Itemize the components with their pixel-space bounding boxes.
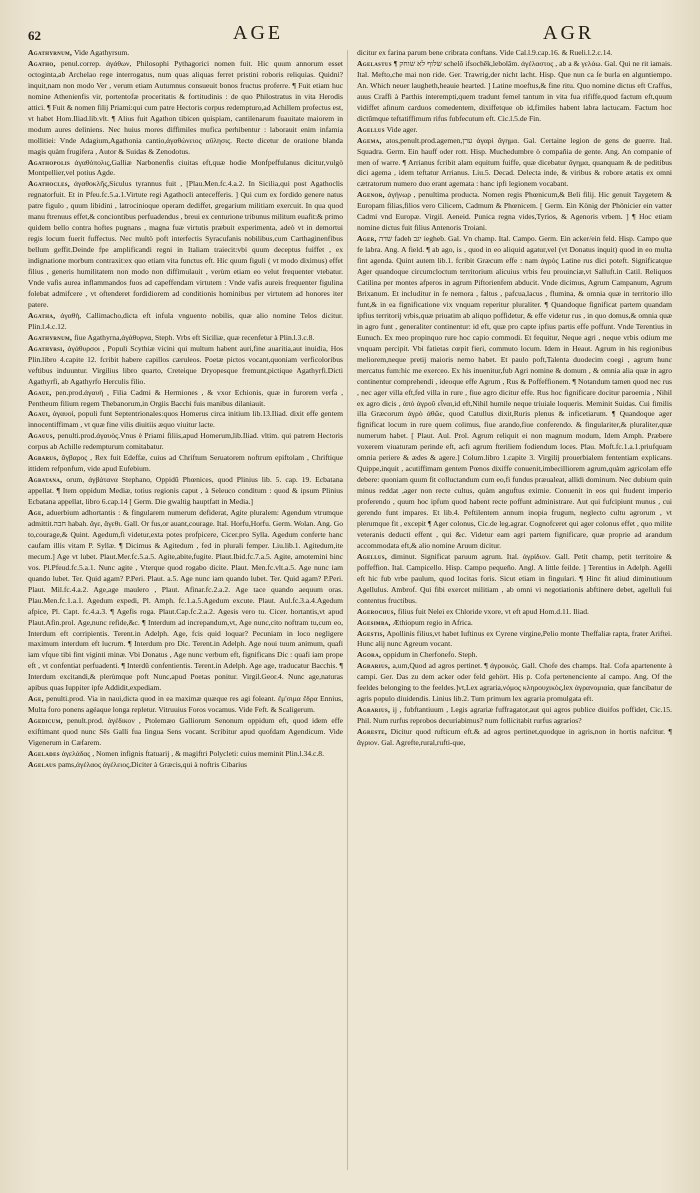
dictionary-entry <box>28 716 343 749</box>
dictionary-entry <box>28 311 343 333</box>
right-column <box>357 48 672 1178</box>
entry-headword: Agellus, <box>357 551 388 561</box>
dictionary-entry <box>28 453 343 475</box>
entry-text: Vide ager. <box>386 124 418 134</box>
entry-text: ἀγαθὴ, Callimacho,dicta eft infula vnguento nobilis, quæ alio nomine Telos dicitur. Plin.l.4.c.12. <box>28 310 343 331</box>
dictionary-entry <box>357 705 672 727</box>
dictionary-entry <box>357 727 672 749</box>
dictionary-entry <box>357 125 672 136</box>
entry-text: Apollinis filius,vt habet Iuftinus ex Cyrene virgine,Pelio monte Theffaliæ rapta, frater Ariftei. Hunc alij nunc Agreum vocant. <box>357 628 672 649</box>
entry-headword: Agema, <box>357 135 382 145</box>
entry-headword: Agora, <box>357 650 382 660</box>
entry-headword: Age, <box>28 508 44 518</box>
entry-headword: Agrarius, <box>357 705 391 715</box>
entry-text: aduerbium adhortantis : & fingularem numerum defiderat, Agite pluralem: Agendum vtrumque admittit.חבה habah. ἄγε, ἄγεθι. Gall. Or fus,or auant,courage. Ital. Horfu,Horfu. Germ. Wolan. Ang. Go to,courage,& Quint. Agedum,fi videtur,exta potes profpicere, Cicer.pro Sylla. Agedum conferte hanc caufam illis vitam P. Syllæ. ¶ Dicimus & Agitedum , fed in plurali femper. Liu.lib.1. Agitedum,ite mecum.] Age vt lubet. Plaut.Mer.fc.5.a.5. Agite,abite,fugite. Plaut.Ibid.fc.7.a.5. Agite, amotemini hinc vos. Pl.Pfeud.fc.5.a.1. Nunc agite , Vterque quod rogabo dicite. Plaut. Men.fc.vlt.a.5. Age nunc iam quando lubet. Ter. Quid agam? P.Peri. Plaut. a.5. Age nunc iam quando lubet. Ter. Quid agam? P.Peri. Plaut. Mil.fc.4.a.2. Age,age maulero , Plaut. Afinar.fc.2.a.2. Age tace quando aequum oras. Plau.Men.fc.1.a.1. Agedum expedi, Pl. Amph. fc.1.a.5.Agedum excute. Plaut. Aul.fc.3.a.4.Agedum afpice, Pl. Capt. fc.4.a.3. ¶ Agefis roga. Plaut.Cap.fc.2.a.2. Agesis vero tu. Cicer. hortantis,vt apud Plaut.Afin.prol. Age,nunc refide,&c. ¶ Interdum ad increpandum,vt, Age nunc,cito noftram tu,cum eo, Interdum eft corripientis. Terent.in Adelph. Age, fcis quid loquar? Pecuniam in loco negligere maximum interdum eft lucrum. ¶ Interdum pro Dic. Terent.in Adelph. Age noui tuum animum, quafi iam vfque tibi fint viginti minæ. Vbi Donatus , Age nunc verbum eft, fignificans Dic : quafi iam prope eft , vt confentiat perfuadenti. ¶ Interdū confentientis. Terent.in Adelph. Age age, traducatur Bacchis. ¶ Interdum excitandi,& plerùmque poft Nunc,apud Poetas ponitur. Virgil.Geor.4. Nunc age,naturas apibus quas Iuppiter ipfe Addidit,expediam. <box>28 508 343 693</box>
dictionary-entry <box>28 388 343 410</box>
entry-text: dicitur ex farina parum bene cribrata conftans. Vide Cal.l.9.cap.16. & Rueli.l.2.c.14. <box>357 48 613 57</box>
dictionary-entry <box>28 48 343 59</box>
entry-headword: Agedicum, <box>28 716 63 726</box>
dictionary-entry <box>357 629 672 651</box>
entry-text: ἀγαυοὶ, populi funt Septentrionales:quos Homerus circa initium lib.13.Iliad. dixit effe gentem innocentiffimam , vt quæ fine vilis diuitiis æquo viuitur lacte. <box>28 409 343 430</box>
entry-headword: Agathocles, <box>28 179 70 189</box>
dictionary-entry <box>357 607 672 618</box>
entry-headword: Agaui, <box>28 409 51 419</box>
dictionary-entry <box>357 552 672 607</box>
dictionary-entry <box>28 475 343 508</box>
entry-headword: Agatho, <box>28 58 56 68</box>
entry-headword: Agestis, <box>357 628 385 638</box>
entry-text: penult.prod. ἀγέδικον , Ptolemæo Galliorum Senonum oppidum eft, quod idem effe exiftimant quod nunc Sēs Galli fua lingua Sens vocant. Scribitur apud quofdam Agendicum. Vide Vigenerum in Cæfarem. <box>28 716 343 748</box>
dictionary-entry <box>28 344 343 388</box>
entry-headword: Agbarus, <box>28 453 59 463</box>
entry-text: ἀγαθοκλῆς,Siculus tyrannus fuit , [Plau.Men.fc.4.a.2. In Sicilia,qui post Agathoclis regnatorfuit. Et in Pfeu.fc.5.a.1.Virtute regi Agathocli antecefferis. ] Qui cum ex fordido genere natus patre figulo , quum libidini , latrocinioque operam dediffet, gregarium militiam exercuit. In qua quod manu ftrenuus effet,& conciontibus perfuadendus , breui ex centurione tribunus militum euafit:& primo quidem bello contra hoftes pugnans , magna fuæ virtutis præbuit experimenta, adeò vt in demortui regis locum fuerit fuffectus. Nec multò poft interfectis Syracufanis nobilibus,cum Carthaginenfibus bellum geffit.Deinde fpe amplificandi regni in Italiam traiecit:vbi quum deceptus fuiffet , ex indignatione morbum contraxit:ex quo etiam vita functus eft. Hic quum figuli ( vt modo diximus) effet filius , generis humilitatem non modo non diffimulauit , verùm etiam eo velut frequenter vtebatur. Vnde vafis aurea inflammandos fuos ad capeffendam virtutem : Vnde vafis aureis frequenter figulina folebat admifcere , vt oftenderet fordidiorem ad conditionis hominibus per virtutem ad honores iter patere. <box>28 179 343 309</box>
dictionary-entry <box>28 694 343 716</box>
dictionary-entry <box>28 760 343 771</box>
dictionary-entry <box>357 650 672 661</box>
entry-text: penulti.prod. Via in naui,dicta quod in ea maximæ quæque res agi foleant. ἔμ'σιμα ἔδρα Ennius, Multa foro ponens agéaque longa repletur. Vitruuius Foros vocamus. Vide Feft. & Scaligerum. <box>28 694 343 715</box>
entry-text: ¶ שלוף לא שוחק schelō ifsochēk,lebolām. ἀγέλαστος , ab a & γελάω. Gal. Qui ne rit iamais. Ital. Mefto,che mai non ride. Ger. Trawrig,der nicht lacht. Hisp. Que nun ca ſe burla en alguntiempo. An. Which neuer laugheth,heauie hearted. ] Latine moeftus,& fine ritu. Quo nomine dictus eft Craffus, auus Craffi à Parthis interempti,quem tradunt femel tantum in vita fua rififfe,quod factum eft,quum vidiffet afinum carduos comedentem, dixiffetque ob id,fimiles habent labra lactucam. Factum hoc dictūmque teftatiffimum rifus fubfecutum eft. Cic.l.5.de Fin. <box>357 58 672 123</box>
entry-text: ἀγήνωρ , penultima producta. Nomen regis Phœnicum,& Beli filij. Hic genuit Taygetem & Europam filias,filios vero Cilicem, Cadmum & Phœnicem. [ Germ. Ein König der Phönicier ein vatter Cadmi vnd Europæ. Virgil. Aeneid. Punica regna vides,Tyrios, & Agenoris vrbem. ] ¶ Hoc etiam nomine dictus fuit filius Antenoris Troiani. <box>357 190 672 233</box>
dictionary-entry <box>28 409 343 431</box>
entry-text: Dicitur quod rufticum eft.& ad agros pertinet,quodque in agris,non in hortis nafcitur. ¶ ἄγριον. Gal. Agrefte,rural,rufti-que, <box>357 727 672 748</box>
dictionary-entry <box>28 179 343 310</box>
dictionary-entry <box>28 158 343 180</box>
dictionary-entry <box>357 48 672 59</box>
dictionary-entry <box>357 234 672 552</box>
entry-headword: Agathyrsi, <box>28 343 65 353</box>
dictionary-entry <box>28 508 343 694</box>
dictionary-entry <box>28 333 343 344</box>
entry-text: a,um,Quod ad agros pertinet. ¶ ἀγροικός. Gall. Chofe des champs. Ital. Cofa apartenente à campi. Ger. Das zu dem acker oder feld gehört. His p. Cofa pertenenciente al campo. Ang. Of the feeldes belonging to the feeldes.]vt,Lex agraria,νόμος κληρουχικὸς,lex ἀγρανομιαία, quæ fancibatur de agris populo diuidendis. Linius lib.2. Tum primum lex agraria promulgata eft. <box>357 661 672 704</box>
entry-text: pen.prod.ἀγαυὴ , Filia Cadmi & Hermiones , & vxor Echionis, quæ in furorem verfa , Pentheum filium regem Thebanorum,in Orgiis Bacchi fuis manibus dilaniauit. <box>28 387 343 408</box>
entry-headword: Agaue, <box>28 387 52 397</box>
entry-text: ἀγαθόπολις,Galliæ Narbonenfis ciuitas eft,quæ hodie Monfpeffulanus dicitur,vulgò Montpellier,vel potius Agde. <box>28 157 343 178</box>
entry-headword: Agatha, <box>28 310 56 320</box>
entry-headword: Agenor, <box>357 190 385 200</box>
dictionary-entry <box>357 190 672 234</box>
entry-text: Æthiopum regio in Africa. <box>392 617 473 627</box>
entry-text: שדה fadeh יגב iegheb. Gal. Vn champ. Ital. Campo. Germ. Ein acker/ein feld. Hisp. Campo que fe labra. Ang. A field. ¶ ab ago, is , quod in eo aliquid agatur,vel (vt Donatus inquit) quod in eo multa fint agenda. Quint autem lib.1. fcribit Græcum effe : nam ἀγρὸς Latine rus dici poteft. Significatque Ager quandoque circumcloctum territorium alicuius vrbis feu prouinciæ,vt Salluft.in Catil. Reliquos Catilina per montes afperos in agrum Piftorienfem abducit. Vnde dicimus, Agrum Campanum, Agrum Brixanum. Et includitur in fe nemora , faltus , pafcua,lacus , flumina, & omnia quæ in territorio illo funt,& in ea fignificatione vix vnquam reperitur pluraliter. ¶ Quandoque fignificat partem quandam ipfius territorij vrbis,quæ priuatim ab aliquo poffidetur, & effe videtur rus , in quo domus,& omnia quæ in agro funt , generaliter continentur: id eft, quæ pro capte ipfius partis effe poffunt. Vnde Terentius in Eunuch. Ex meo propinquo rure hoc capio commodi. Et fequitur, Neque agri , neque vrbis odium me vnquam percipit. Vbi fatietas cœpit fieri, commuto locum. Idem in Heaut. Agrum in his regionibus meliorem,neque pretij maioris nemo habet. Et paulo poft,Talenta duodecim coegi , agrum hunc mercatus fum:hic me exerceo. Ex his inuenitur,fub Agri nomine & domum , & omnia alia quæ in agro continentur comprehendi , ideoque effe Agrum , Rus & Poffeffionem. ¶ Notandum tamen quod nec rus , nec ager villa eft,fed villa in rure , fiue agro dicitur effe. Rus hoc fignificare docitur paroemia , Nihil ex agro dicis , ἀπὸ ἀγροῦ εἶναι,id eft,Nihil humile neque triuiale loqueris. Meminit Suidas. Cui fimilis illa Græcorum ἀγρὸ ἀθῶε, quod Catullus dixit,Ruris plenus & inficetiarum. ¶ Quandoque ager fignificat locum in rure quem colimus, fiue arando,fiue conferendo. & fingulariter,& pluraliter,quæ numerum habet. [ Plaut. Aul. Prol. Agrum reliquit ei non magnum modum, Idem Amph. Præbere voxerem viuaturam perinde eft, acfi agrum fteriliem fodiendum loces. Plau. Moft.fc.1.a.1.priufquam omnia periere & ædes & agere.] Colum.libro 1.capite 3. Virgilij prouerbialem fententiam explicans. Quippe,inquit , acutiffimam gentem Pœnos dixiffe conuenit,imbecilliorem agrum,quàm agricolam effe debere: quoniam quum fit colluctandum cum eo,fi fundus præualeat, allidi dominum. Nec dubium quin minus reddat ,ager non recte cultus, quàm anguftus eximie. Conuenit in eos qui ftudent imperio proferendo , quum hoc ipfum quod habent recte poffunt administrare. Aut qui fufcipiunt munus , cui gerendo funt impares. Et lib.4. Peftilentem annum inopia frugum, neglecto cultu agrorum , vt plerumque fit , excepit ¶ Ager colonus, Cic.de leg.agrar. Cognofceret qui ager colonus effet , quo milite veteranis deducti effent , qui &c. Videtur eam agri partem fignificare, quæ proprie ad arandum accommodata eft,& alio nomine Aruum dicitur. <box>357 234 672 550</box>
page-number: 62 <box>28 28 41 43</box>
entry-text: penulti.prod.ἀγαυὸς.Vnus è Priami filiis,apud Homerum,lib.Iliad. vltim. qui patrem Hectoris corpus ab Achille redempturum comitabatur. <box>28 431 343 452</box>
entry-headword: Agellus <box>357 124 385 134</box>
left-column <box>28 48 343 1178</box>
entry-text: diminut. Significat paruum agrum. Ital. ἀγρίδιον. Gall. Petit champ, petit territoire & poffeffion. Ital. Campicello. Hisp. Campo pequeño. Angl. A little feilde. ] Terentius in Adelph. Agelli eft hic fub vrbe paulum, quod locitas foris. Sicut etiam in fingulari. ¶ Hinc fit aliud diminutiuum Agellulus. Ambrof. Qui fibi exercet militiam , ab omni vi negotiationis abftinere debet, agelluli fui contentus fructibus. <box>357 551 672 605</box>
entry-headword: Age, <box>28 694 44 704</box>
dictionary-entry <box>357 661 672 705</box>
dictionary-entry <box>357 136 672 191</box>
entry-headword: Agathyrnum, <box>28 48 73 57</box>
entry-headword: Agesimba, <box>357 617 391 627</box>
entry-text: Vide Agathyrsum. <box>73 48 130 57</box>
entry-headword: Agreste, <box>357 727 388 737</box>
running-head-left: AGE <box>233 22 284 44</box>
dictionary-entry <box>357 618 672 629</box>
page-header <box>28 22 678 48</box>
entry-text: oppidum in Cherfonefo. Steph. <box>383 650 478 660</box>
dictionary-entry <box>28 431 343 453</box>
entry-text: filius fuit Nelei ex Chloride vxore, vt eft apud Hom.d.11. Iliad. <box>397 606 589 616</box>
entry-headword: Agerochus, <box>357 606 396 616</box>
entry-headword: Agelastus <box>357 58 392 68</box>
entry-text: penul.correp. ἀγάθων, Philosophi Pythagorici nomen fuit. Hic quum annorum esset octoginta,ab Archelao rege interrogatus, num quas aliquas ferret pristini roboris reliquias. Quidni? inquit,nam non modo Ver , verum etiam Autumnus consueuit bonos fructus proferre. ¶ Fuit etiam huc nomine Athenienfis vir, portentofæ proceritatis & fortitudinis : de quo Philostratus in vita Herodis attici. ¶ Fuit & nomen filij Priami:qui cum patre Hectoris corpus redempturo,ad Achillem profectus est, vt habet Hom.Iliad.lib.vlt. ¶ Alius fuit Agathon tibicen quispiam, cantilenarum fuauitate maiorem in modum aures deliniens. Nec huius mores diffimiles mufica perhibentur : laborauit enim infamia mollitiei: Vnde Adagium,Agathonia cantio,ἀγαθώνειος αὔλησις. Recte dicetur de oratione blanda magis quàm frugifera , Autor & Suidas & Zenodotus. <box>28 58 343 156</box>
entry-headword: Agathopolis <box>28 157 71 167</box>
entry-headword: Agelaus <box>28 759 57 769</box>
entry-headword: Agathyrnum, <box>28 332 73 342</box>
entry-text: pams,ἀγέλαος ἀγέλειος,Diciter à Græcis,qui à noftris Cibarius <box>58 759 248 769</box>
entry-text: orum, ἀγβάτανα Stephano, Oppidū Phœnices, quod Plinius lib. 5. cap. 19. Ecbatana appellat. ¶ Item oppidum Mediæ, totius regionis caput , à Seleuco conditum : quod & ipsum Plinius Ecbatana appellat, libro 6.cap.14 [ Germ. Die gwaltig hauptfatt in Media.] <box>28 475 343 507</box>
entry-headword: Agrarius, <box>357 661 391 671</box>
entry-text: ij , fubftantiuum , Legis agrariæ fuffragator,aut qui agros publice diuifos poffidet, Cic.15. Phil. Num rurfus reprobos decuriabimus? num follicitabit rurfus agrarios? <box>357 705 672 726</box>
entry-headword: Ager, <box>357 234 377 244</box>
entry-text: ἄγβαρος , Rex fuit Edeffæ, cuius ad Chriftum Seruatorem noftrum epiftolam , Chriftique ittidem refponfum, vide apud Eufebium. <box>28 453 343 474</box>
entry-text: fiue Agathyrna,ἀγάθυρνα, Steph. Vrbs eft Siciliæ, quæ recenfetur à Plin.l.3.c.8. <box>74 332 315 342</box>
entry-text: ἀγάθυρσοι , Populi Scythiæ vicini qui multum habent auri,fine auaritia,aut inuidia, Hos Plin.libro 4.capite 12. fcribit habere capillos cæruleos. Poetæ pictos vocant,quoniam verficoloribus veftibus induuntur. Virgilius libro quarto, Creteique Dryopesque fremunt,pictique Agathyrfi.Dicti Agathyrfi, ab Agathyrfo Herculis filio. <box>28 343 343 386</box>
entry-text: atos,penult.prod.agemen,ערן ἀγαρὶ ἄγημα. Gal. Certaine legion de gens de guerre. Ital. Squadra. Germ. Ein hauff oder rott. Hisp. Muchedumbre ò compañia de gente. Ang. An companie of men of warre. ¶ Arrianus fcribit alam equitum fuiffe, quæ dicebatur ἄγημα, quanquam & de peditibus dici agema , idem teftatur Arrianus. Liu.5. Decad. Delecta inde, & viribus & robore ætatis ex omni cætratorum numero duo erant agemata : hanc ipfi legionem vocabant. <box>357 135 672 189</box>
running-head-right: AGR <box>543 22 595 44</box>
dictionary-entry <box>357 59 672 125</box>
column-divider <box>347 50 348 1170</box>
entry-headword: Agelades <box>28 749 60 758</box>
entry-headword: Agbatana, <box>28 475 63 485</box>
dictionary-entry <box>28 59 343 158</box>
entry-text: ἀγελάδας , Nomen infignis ftatuarij , & magiftri Polycleti: cuius meminit Plin.l.34.c.8. <box>61 749 324 758</box>
dictionary-entry <box>28 749 343 760</box>
entry-headword: Agauus, <box>28 431 55 441</box>
